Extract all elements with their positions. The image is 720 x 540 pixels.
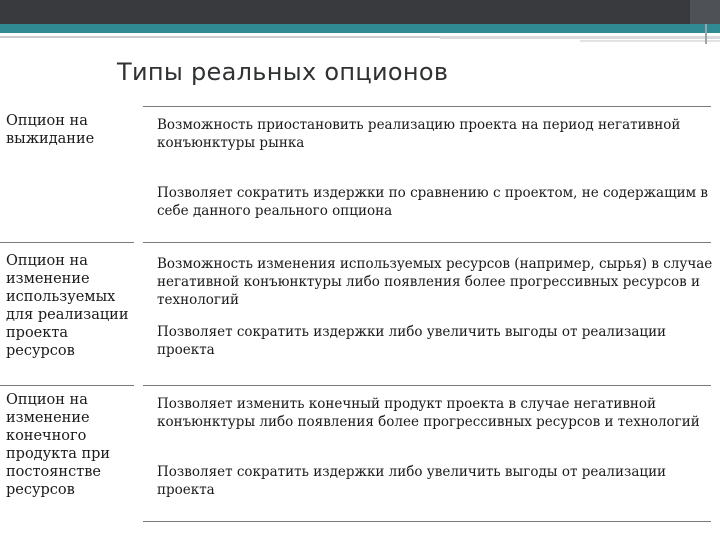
row-divider [143, 521, 711, 522]
option-benefit: Позволяет сократить издержки либо увеличить выгоды от реализации проекта [157, 324, 667, 358]
decorative-tick [705, 24, 707, 44]
row-divider [0, 385, 134, 386]
option-description: Позволяет изменить конечный продукт проекта в случае негативной конъюнктуры либо появления более прогрессивных ресурсов и технологий [157, 396, 700, 430]
option-label-product: Опцион на изменение конечного продукта при постоянстве ресурсов [6, 392, 111, 498]
option-benefit: Позволяет сократить издержки либо увеличить выгоды от реализации проекта [157, 464, 667, 498]
row-divider [143, 242, 711, 243]
slide-title: Типы реальных опционов [117, 58, 449, 86]
decorative-line [440, 36, 720, 39]
row-divider [143, 385, 711, 386]
row-divider [143, 106, 711, 107]
header-bar-accent [690, 0, 720, 24]
header-accent-stripe [0, 24, 720, 33]
row-divider [0, 242, 134, 243]
decorative-line [580, 40, 720, 42]
decorative-line [0, 36, 445, 38]
option-description: Возможность приостановить реализацию проекта на период негативной конъюнктуры рынка [157, 117, 681, 151]
option-label-waiting: Опцион на выжидание [6, 113, 95, 147]
header-bar [0, 0, 720, 24]
option-description: Возможность изменения используемых ресурсов (например, сырья) в случае негативной конъюнктуры либо появления более прогрессивных ресурсов и технологий [157, 256, 713, 308]
option-label-resources: Опцион на изменение используемых для реализации проекта ресурсов [6, 253, 129, 359]
option-benefit: Позволяет сократить издержки по сравнению с проектом, не содержащим в себе данного реального опциона [157, 185, 709, 219]
